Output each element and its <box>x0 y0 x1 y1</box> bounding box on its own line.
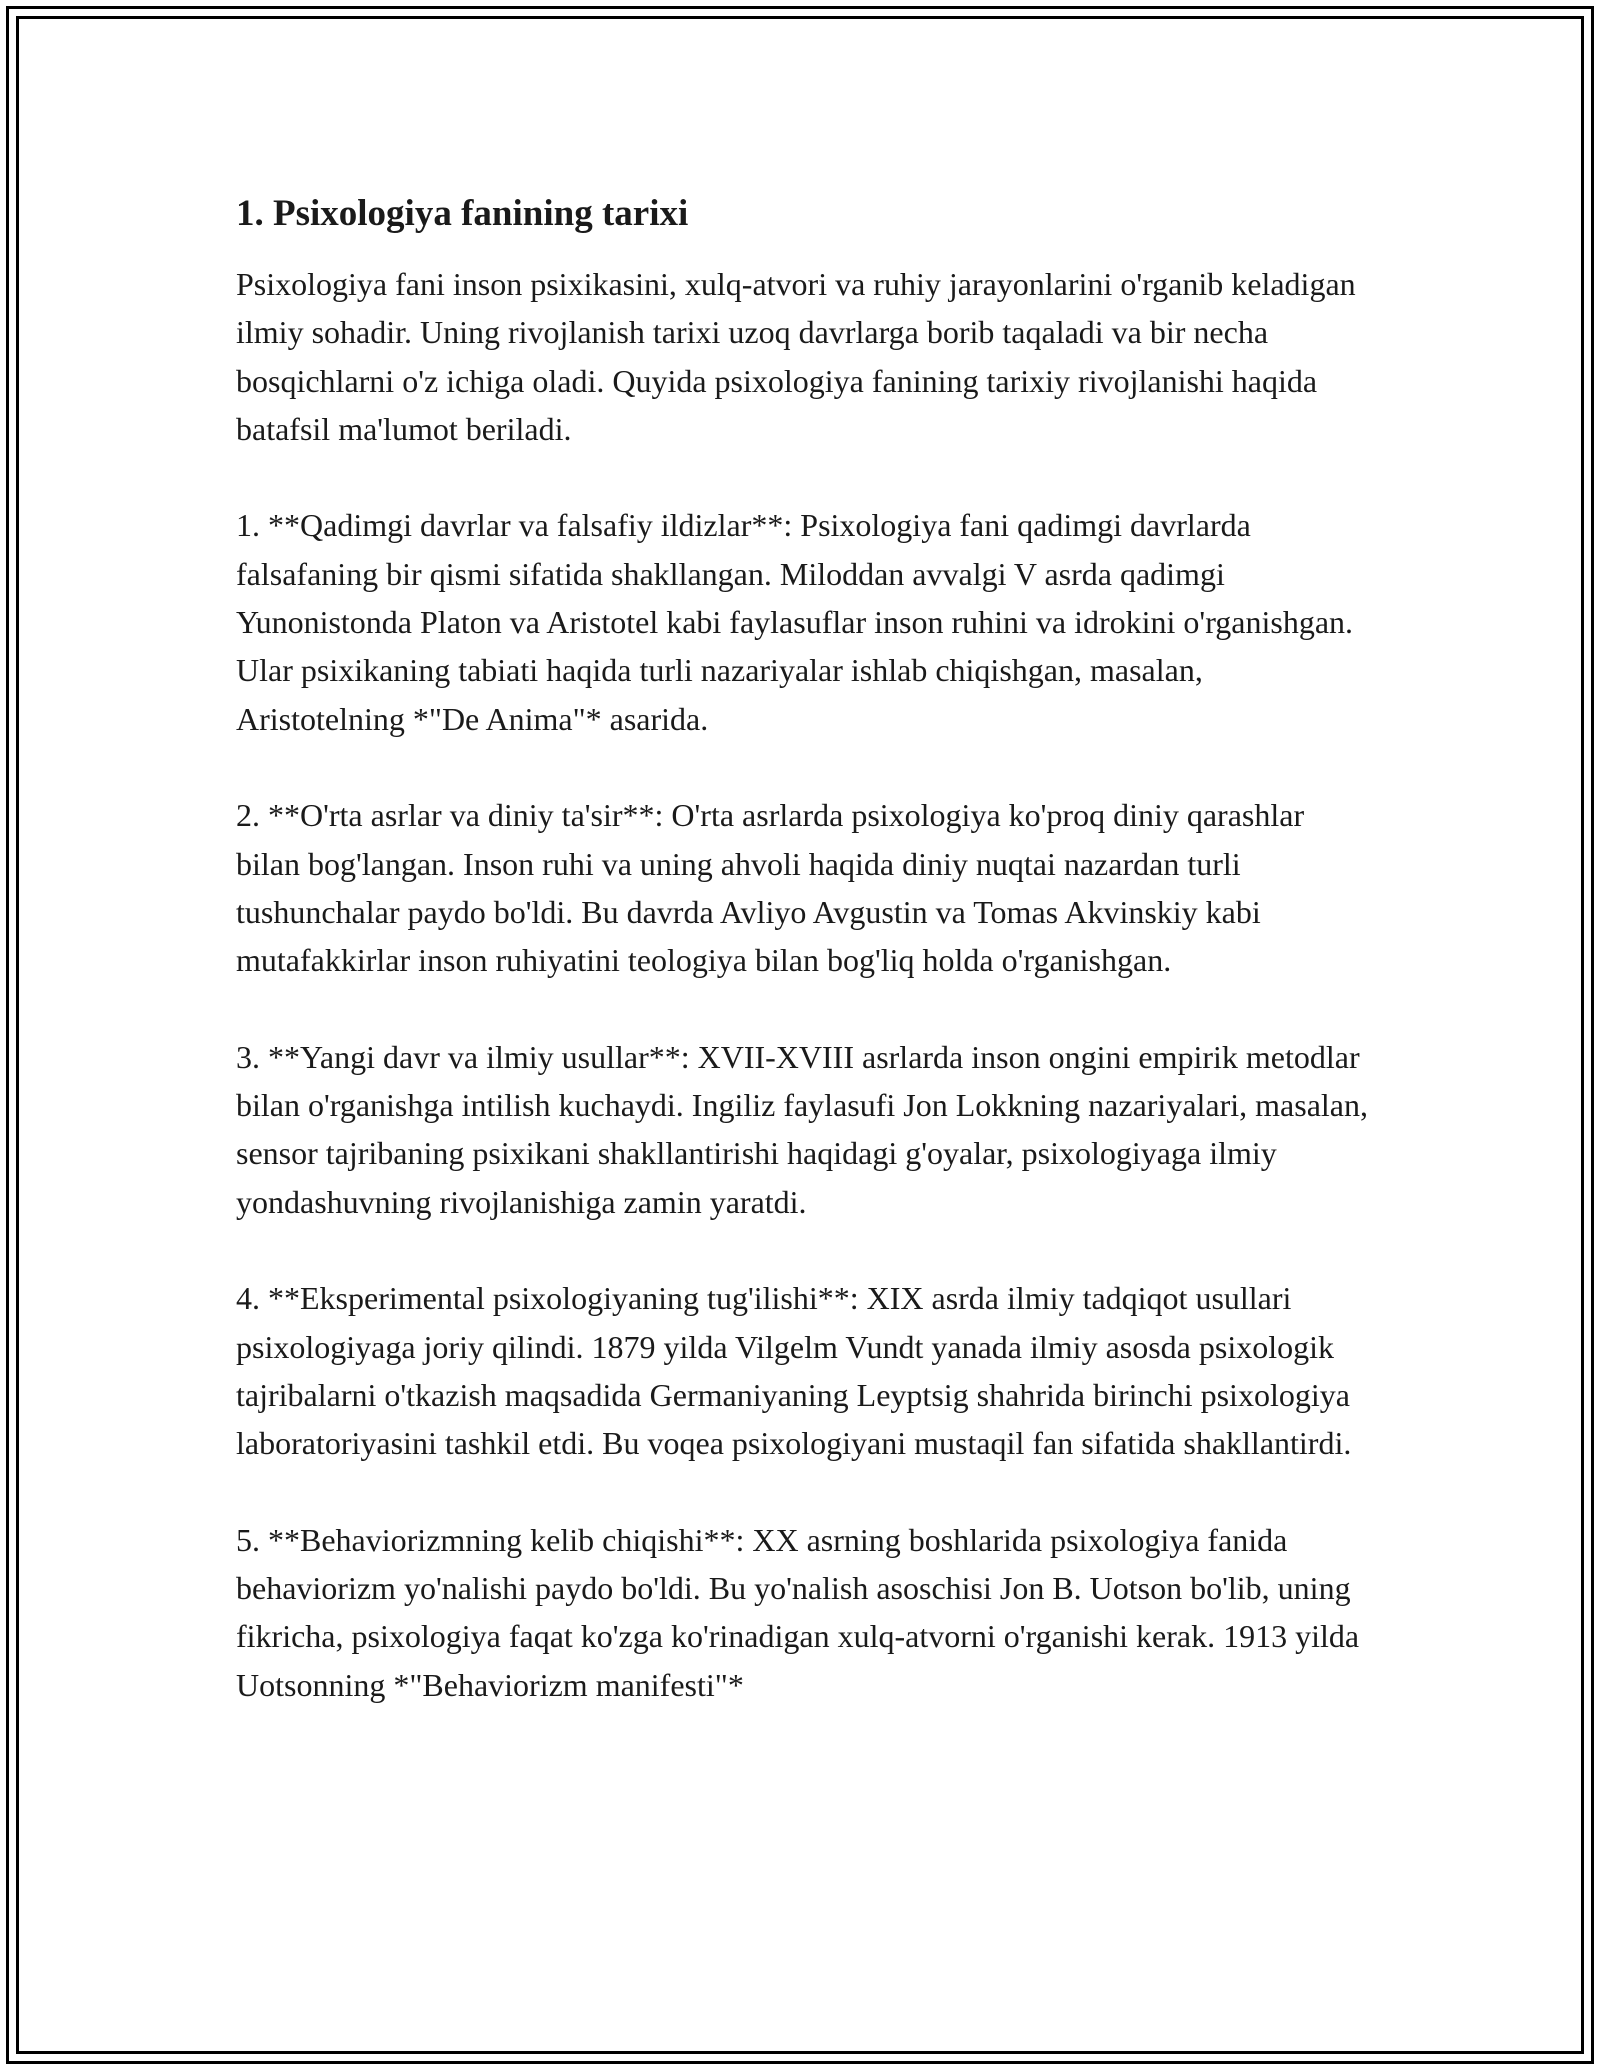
paragraph-new-era: 3. **Yangi davr va ilmiy usullar**: XVII-XVIII asrlarda inson ongini empirik metodlar bilan o'rganishga intilish kuchaydi. Ingiliz faylasufi Jon Lokkning nazariyalari, masalan, sensor tajribaning psixikani shakllantirishi haqidagi g'oyalar, psixologiyaga ilmiy yondashuvning rivojlanishiga zamin yaratdi. <box>236 1038 1368 1220</box>
paragraph-ancient-times: 1. **Qadimgi davrlar va falsafiy ildizlar**: Psixologiya fani qadimgi davrlarda falsafaning bir qismi sifatida shakllangan. Miloddan avvalgi V asrda qadimgi Yunonistonda Platon va Aristotel kabi faylasuflar inson ruhini va idrokini o'rganishgan. Ular psixikaning tabiati haqida turli nazariyalar ishlab chiqishgan, masalan, Aristotelning *"De Anima"* asarida. <box>236 507 1354 737</box>
document-title: 1. Psixologiya fanining tarixi <box>236 193 689 234</box>
intro-paragraph: Psixologiya fani inson psixikasini, xulq-atvori va ruhiy jarayonlarini o'rganib keladigan ilmiy sohadir. Uning rivojlanish tarixi uzoq davrlarga borib taqaladi va bir necha bosqichlarni o'z ichiga oladi. Quyida psixologiya fanining tarixiy rivojlanishi haqida batafsil ma'lumot beriladi. <box>236 266 1356 447</box>
document-body <box>236 186 1376 1757</box>
paragraph-experimental-psychology: 4. **Eksperimental psixologiyaning tug'ilishi**: XIX asrda ilmiy tadqiqot usullari psixologiyaga joriy qilindi. 1879 yilda Vilgelm Vundt yanada ilmiy asosda psixologik tajribalarni o'tkazish maqsadida Germaniyaning Leyptsig shahrida birinchi psixologiya laboratoriyasini tashkil etdi. Bu voqea psixologiyani mustaqil fan sifatida shakllantirdi. <box>236 1280 1352 1462</box>
paragraph-middle-ages: 2. **O'rta asrlar va diniy ta'sir**: O'rta asrlarda psixologiya ko'proq diniy qarashlar bilan bog'langan. Inson ruhi va uning ahvoli haqida diniy nuqtai nazardan turli tushunchalar paydo bo'ldi. Bu davrda Avliyo Avgustin va Tomas Akvinskiy kabi mutafakkirlar inson ruhiyatini teologiya bilan bog'liq holda o'rganishgan. <box>236 797 1305 979</box>
paragraph-behaviorism: 5. **Behaviorizmning kelib chiqishi**: XX asrning boshlarida psixologiya fanida behaviorizm yo'nalishi paydo bo'ldi. Bu yo'nalish asoschisi Jon B. Uotson bo'lib, uning fikricha, psixologiya faqat ko'zga ko'rinadigan xulq-atvorni o'rganishi kerak. 1913 yilda Uotsonning *"Behaviorizm manifesti"* <box>236 1521 1360 1703</box>
